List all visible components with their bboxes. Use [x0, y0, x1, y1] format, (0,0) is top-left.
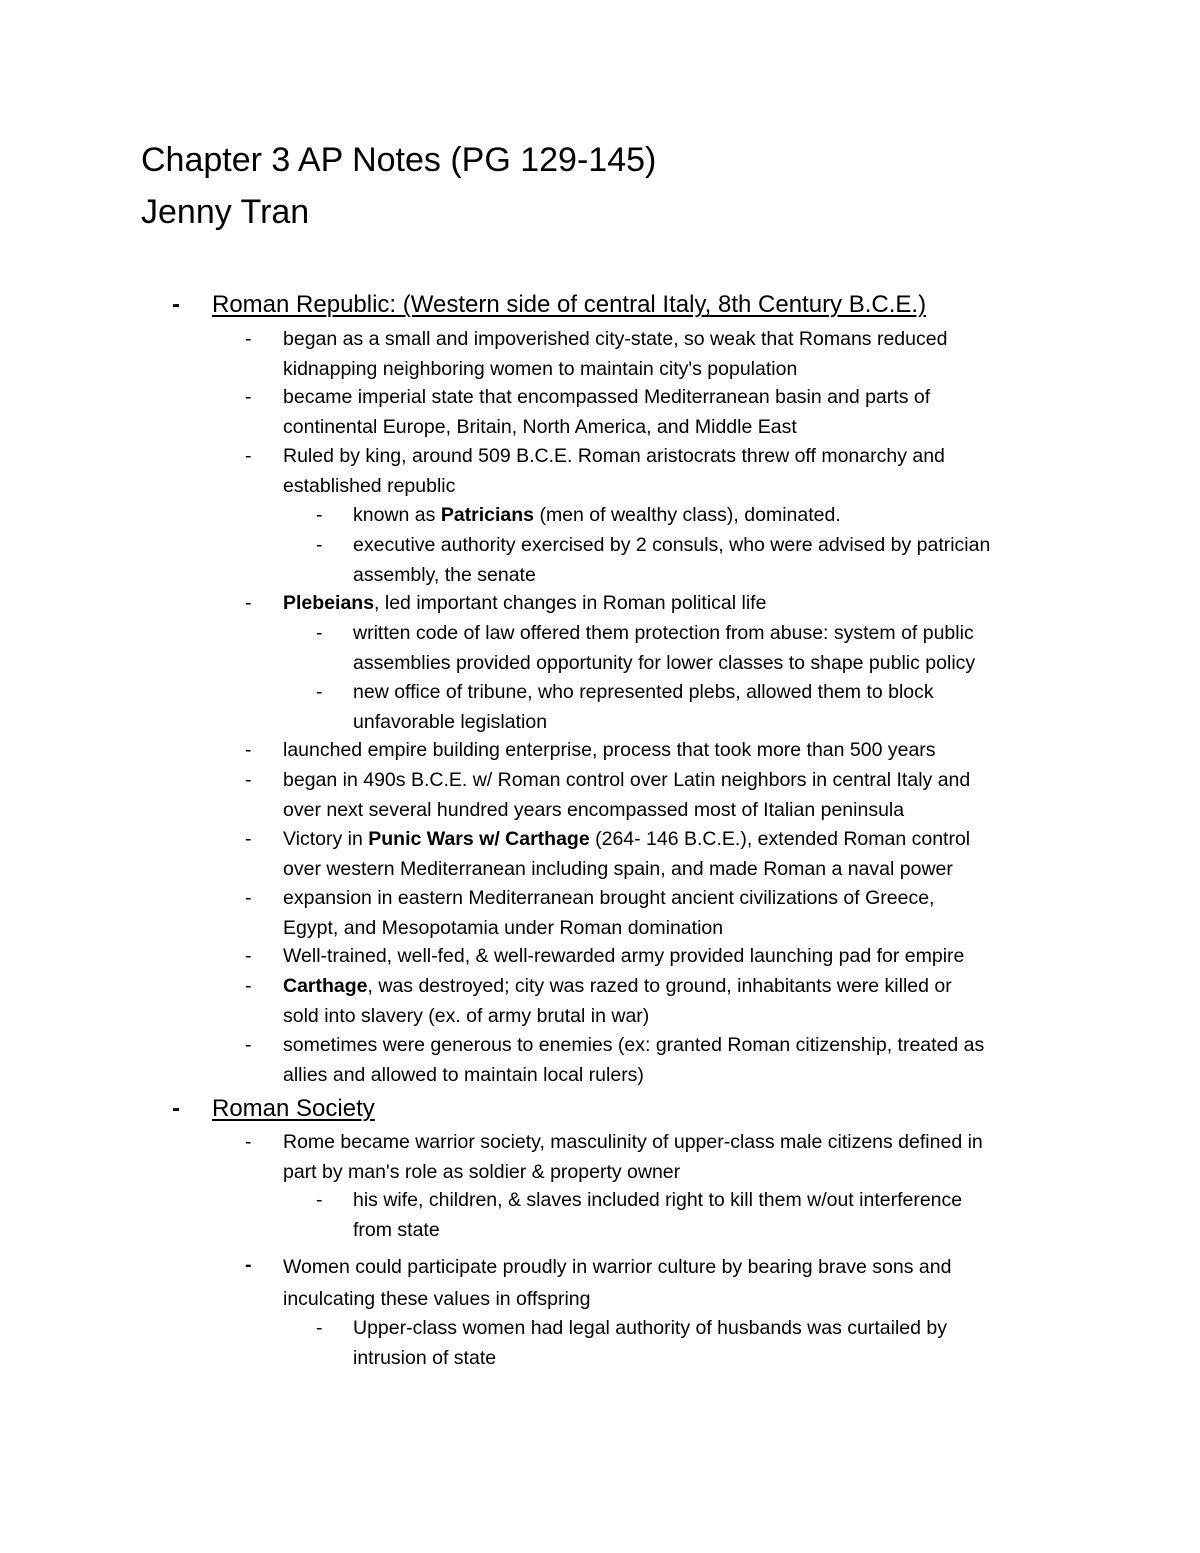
- list-item: Ruled by king, around 509 B.C.E. Roman aristocrats threw off monarchy and established republic: [283, 445, 945, 497]
- list-item: sometimes were generous to enemies (ex: granted Roman citizenship, treated as allies and allowed to maintain local rulers): [283, 1034, 985, 1086]
- key-term: Punic Wars w/ Carthage: [368, 828, 590, 850]
- bullet: -: [245, 769, 252, 791]
- list-item: Women could participate proudly in warrior culture by bearing brave sons and inculcating these values in offspring: [283, 1256, 952, 1310]
- list-item: Upper-class women had legal authority of husbands was curtailed by intrusion of state: [353, 1317, 947, 1369]
- bullet: -: [245, 386, 252, 408]
- bullet: -: [245, 945, 252, 967]
- sub-bullet: -: [316, 622, 323, 644]
- section-heading: Roman Society: [212, 1095, 375, 1122]
- list-item: Carthage, was destroyed; city was razed to ground, inhabitants were killed or sold into slavery (ex. of army brutal in war): [283, 975, 952, 1027]
- bullet: -: [245, 1034, 252, 1056]
- list-item: expansion in eastern Mediterranean brought ancient civilizations of Greece, Egypt, and Mesopotamia under Roman domination: [283, 887, 935, 939]
- list-item: Victory in Punic Wars w/ Carthage (264- 146 B.C.E.), extended Roman control over western Mediterranean including spain, and made Roman a naval power: [283, 828, 971, 880]
- key-term: Carthage: [283, 975, 368, 997]
- bullet: -: [245, 328, 252, 350]
- key-term: Plebeians: [283, 592, 375, 614]
- bullet: -: [245, 1131, 252, 1153]
- key-term: Patricians: [440, 504, 535, 526]
- list-item: Plebeians, led important changes in Roman political life: [283, 592, 767, 614]
- bullet: -: [245, 592, 252, 614]
- document-title: Chapter 3 AP Notes (PG 129-145): [141, 141, 657, 179]
- list-item: written code of law offered them protection from abuse: system of public assemblies provided opportunity for lower classes to shape public policy: [353, 622, 976, 674]
- list-item: executive authority exercised by 2 consuls, who were advised by patrician assembly, the senate: [353, 534, 991, 586]
- sub-bullet: -: [316, 534, 323, 556]
- document-author: Jenny Tran: [141, 193, 310, 231]
- sub-bullet: -: [316, 681, 323, 703]
- list-item: began in 490s B.C.E. w/ Roman control over Latin neighbors in central Italy and over next several hundred years encompassed most of Italian peninsula: [283, 769, 971, 821]
- section-bullet: -: [172, 1095, 180, 1122]
- bullet: -: [245, 739, 252, 761]
- sub-bullet: -: [316, 1317, 323, 1339]
- list-item: launched empire building enterprise, process that took more than 500 years: [283, 739, 936, 761]
- bullet: -: [245, 828, 252, 850]
- sub-bullet: -: [316, 1189, 323, 1211]
- list-item: became imperial state that encompassed Mediterranean basin and parts of continental Europe, Britain, North America, and Middle East: [283, 386, 931, 438]
- list-item: new office of tribune, who represented plebs, allowed them to block unfavorable legislation: [353, 681, 934, 733]
- list-item: Well-trained, well-fed, & well-rewarded army provided launching pad for empire: [283, 945, 965, 967]
- section-bullet: -: [172, 291, 180, 318]
- list-item: his wife, children, & slaves included right to kill them w/out interference from state: [353, 1189, 963, 1241]
- list-item: known as Patricians (men of wealthy class), dominated.: [353, 504, 841, 526]
- list-item: Rome became warrior society, masculinity of upper-class male citizens defined in part by man's role as soldier & property owner: [283, 1131, 983, 1183]
- bullet: -: [245, 1254, 252, 1276]
- list-item: began as a small and impoverished city-state, so weak that Romans reduced kidnapping neighboring women to maintain city's population: [283, 328, 948, 380]
- bullet: -: [245, 445, 252, 467]
- sub-bullet: -: [316, 504, 323, 526]
- section-heading: Roman Republic: (Western side of central Italy, 8th Century B.C.E.): [212, 291, 927, 318]
- bullet: -: [245, 887, 252, 909]
- bullet: -: [245, 975, 252, 997]
